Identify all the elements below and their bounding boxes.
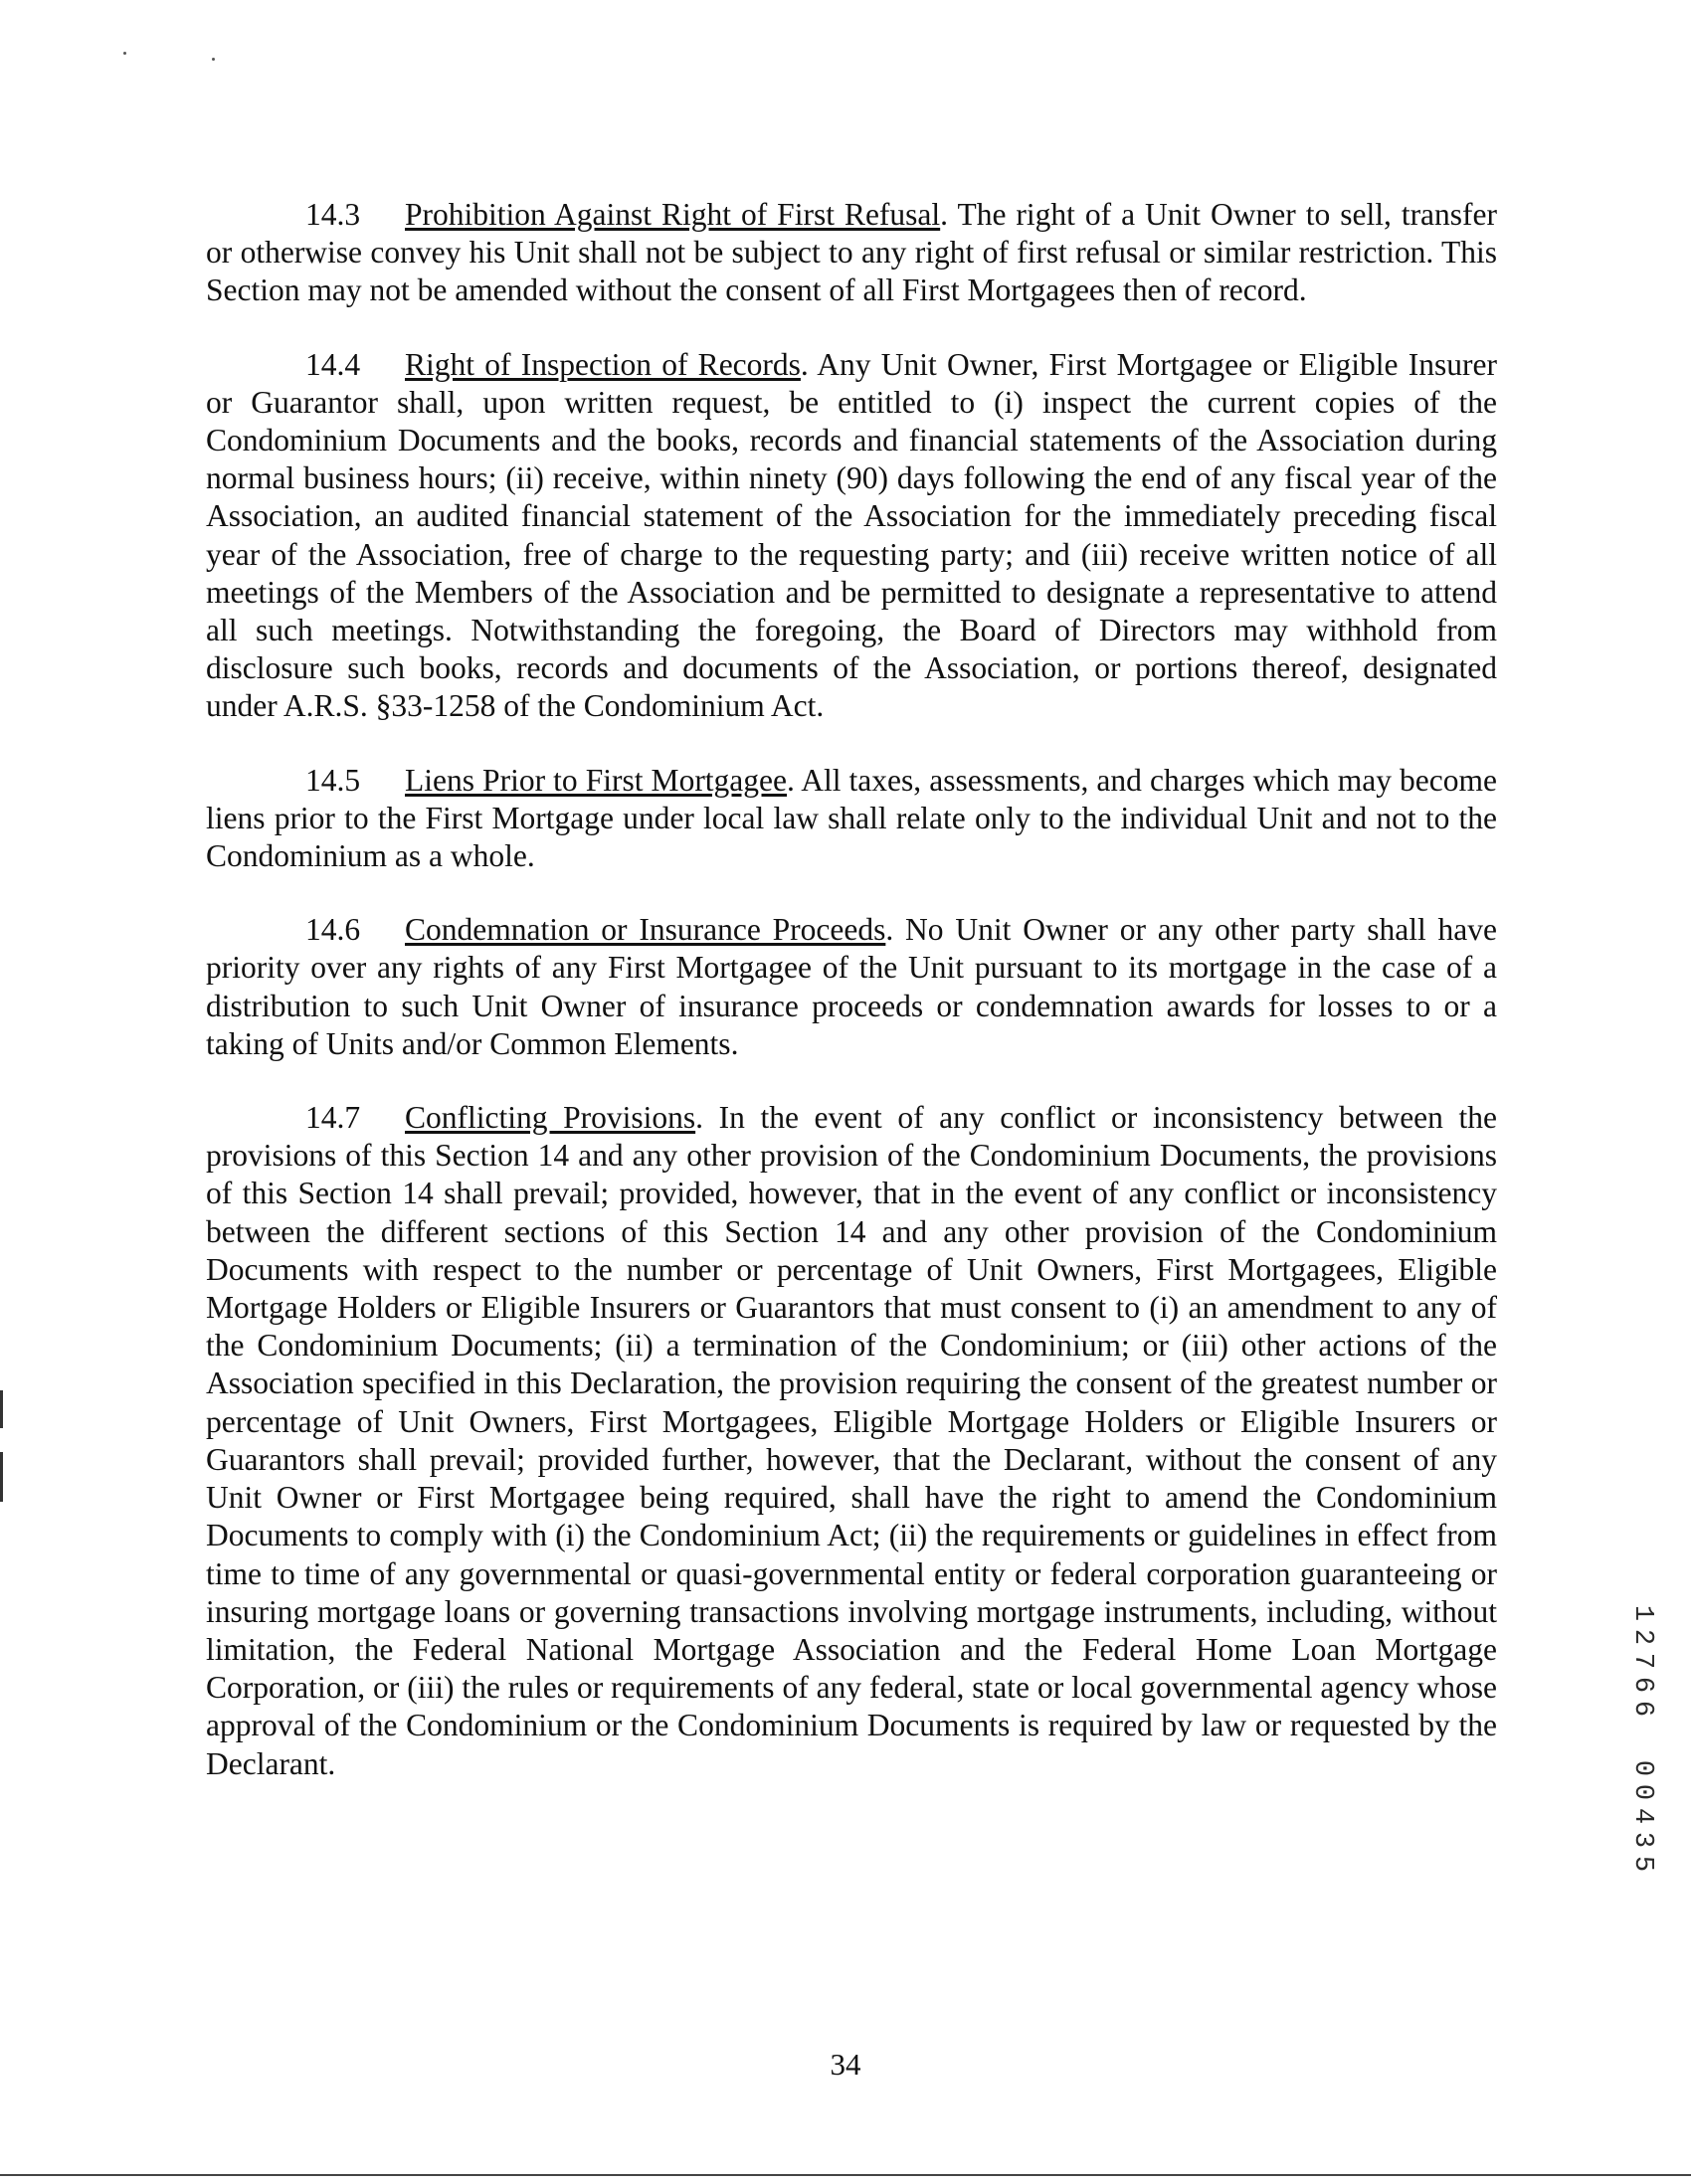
stamp-digit: 7 (1627, 1652, 1657, 1670)
section-heading: Condemnation or Insurance Proceeds (405, 912, 886, 948)
stamp-digit: 4 (1627, 1807, 1657, 1825)
section-number: 14.4 (305, 346, 361, 382)
stamp-digit: 1 (1627, 1604, 1657, 1622)
section-14-3 (206, 196, 1497, 310)
page-number: 34 (830, 2047, 861, 2082)
section-body: . All taxes, assessments, and charges which may become liens prior to the First Mortgage under local law shall relate only to the individual Unit and not to the Condominium as a whole. (206, 762, 1497, 874)
docket-number (1627, 1601, 1657, 1721)
section-heading: Conflicting Provisions (405, 1100, 696, 1136)
stamp-digit: 2 (1627, 1628, 1657, 1646)
section-body: . The right of a Unit Owner to sell, transfer or otherwise convey his Unit shall not be subject to any right of first refusal or similar restriction. This Section may not be amended without the consent of all First Mortgagees then of record. (206, 197, 1498, 308)
scan-speck (123, 52, 126, 55)
scan-speck (212, 58, 215, 61)
section-heading: Liens Prior to First Mortgagee (405, 762, 788, 798)
document-body (206, 196, 1497, 1819)
stamp-digit: 6 (1627, 1700, 1657, 1718)
section-number: 14.7 (305, 1100, 361, 1136)
section-number: 14.6 (305, 912, 361, 948)
section-14-6 (206, 911, 1497, 1063)
scan-edge-mark (0, 1390, 3, 1428)
stamp-digit: 3 (1627, 1831, 1657, 1849)
section-14-7 (206, 1099, 1497, 1783)
stamp-digit: 0 (1627, 1783, 1657, 1801)
section-body: . In the event of any conflict or inconsistency between the provisions of this Section 14 and any other provision of the Condominium Documents, the provisions of this Section 14 shall prevail; provided, however, that in the event of any conflict or inconsistency between the different sections of this Section 14 and any other provision of the Condominium Documents with respect to the number or percentage of Unit Owners, First Mortgagees, Eligible Mortgage Holders or Eligible Insurers or Guarantors that must consent to (i) an amendment to any of the Condominium Documents; (ii) a termination of the Condominium; or (iii) other actions of the Association specified in this Declaration, the provision requiring the consent of the greatest number or percentage of Unit Owners, First Mortgagees, Eligible Mortgage Holders or Eligible Insurers or Guarantors shall prevail; provided further, however, that the Declarant, without the consent of any Unit Owner or First Mortgagee being required, shall have the right to amend the Condominium Documents to comply with (i) the Condominium Act; (ii) the requirements or guidelines in effect from time to time of any governmental or quasi-governmental entity or federal corporation guaranteeing or insuring mortgage loans or governing transactions involving mortgage instruments, including, without limitation, the Federal National Mortgage Association and the Federal Home Loan Mortgage Corporation, or (iii) the rules or requirements of any federal, state or local governmental agency whose approval of the Condominium or the Condominium Documents is required by law or requested by the Declarant. (206, 1100, 1497, 1781)
section-heading: Right of Inspection of Records (405, 346, 801, 382)
stamp-digit: 6 (1627, 1676, 1657, 1694)
stamp-digit: 5 (1627, 1855, 1657, 1873)
section-body: . No Unit Owner or any other party shall have priority over any rights of any First Mortgagee of the Unit pursuant to its mortgage in the case of a distribution to such Unit Owner of insurance proceeds or condemnation awards for losses to or a taking of Units and/or Common Elements. (206, 912, 1497, 1061)
section-14-4 (206, 346, 1497, 726)
stamp-page-number (1627, 1756, 1657, 1876)
stamp-digit: 0 (1627, 1759, 1657, 1777)
section-body: . Any Unit Owner, First Mortgagee or Eligible Insurer or Guarantor shall, upon written request, be entitled to (i) inspect the current copies of the Condominium Documents and the books, records and financial statements of the Association during normal business hours; (ii) receive, within ninety (90) days following the end of any fiscal year of the Association, an audited financial statement of the Association for the immediately preceding fiscal year of the Association, free of charge to the requesting party; and (iii) receive written notice of all meetings of the Members of the Association and be permitted to designate a representative to attend all such meetings. Notwithstanding the foregoing, the Board of Directors may withhold from disclosure such books, records and documents of the Association, or portions thereof, designated under A.R.S. §33-1258 of the Condominium Act. (206, 346, 1497, 724)
scan-edge-mark (0, 1452, 3, 1502)
section-number: 14.3 (305, 197, 361, 232)
section-14-5 (206, 762, 1497, 876)
scan-bottom-edge (0, 2174, 1691, 2176)
section-heading: Prohibition Against Right of First Refusal (405, 197, 941, 232)
recording-stamp (1627, 1601, 1657, 1876)
section-number: 14.5 (305, 762, 361, 798)
